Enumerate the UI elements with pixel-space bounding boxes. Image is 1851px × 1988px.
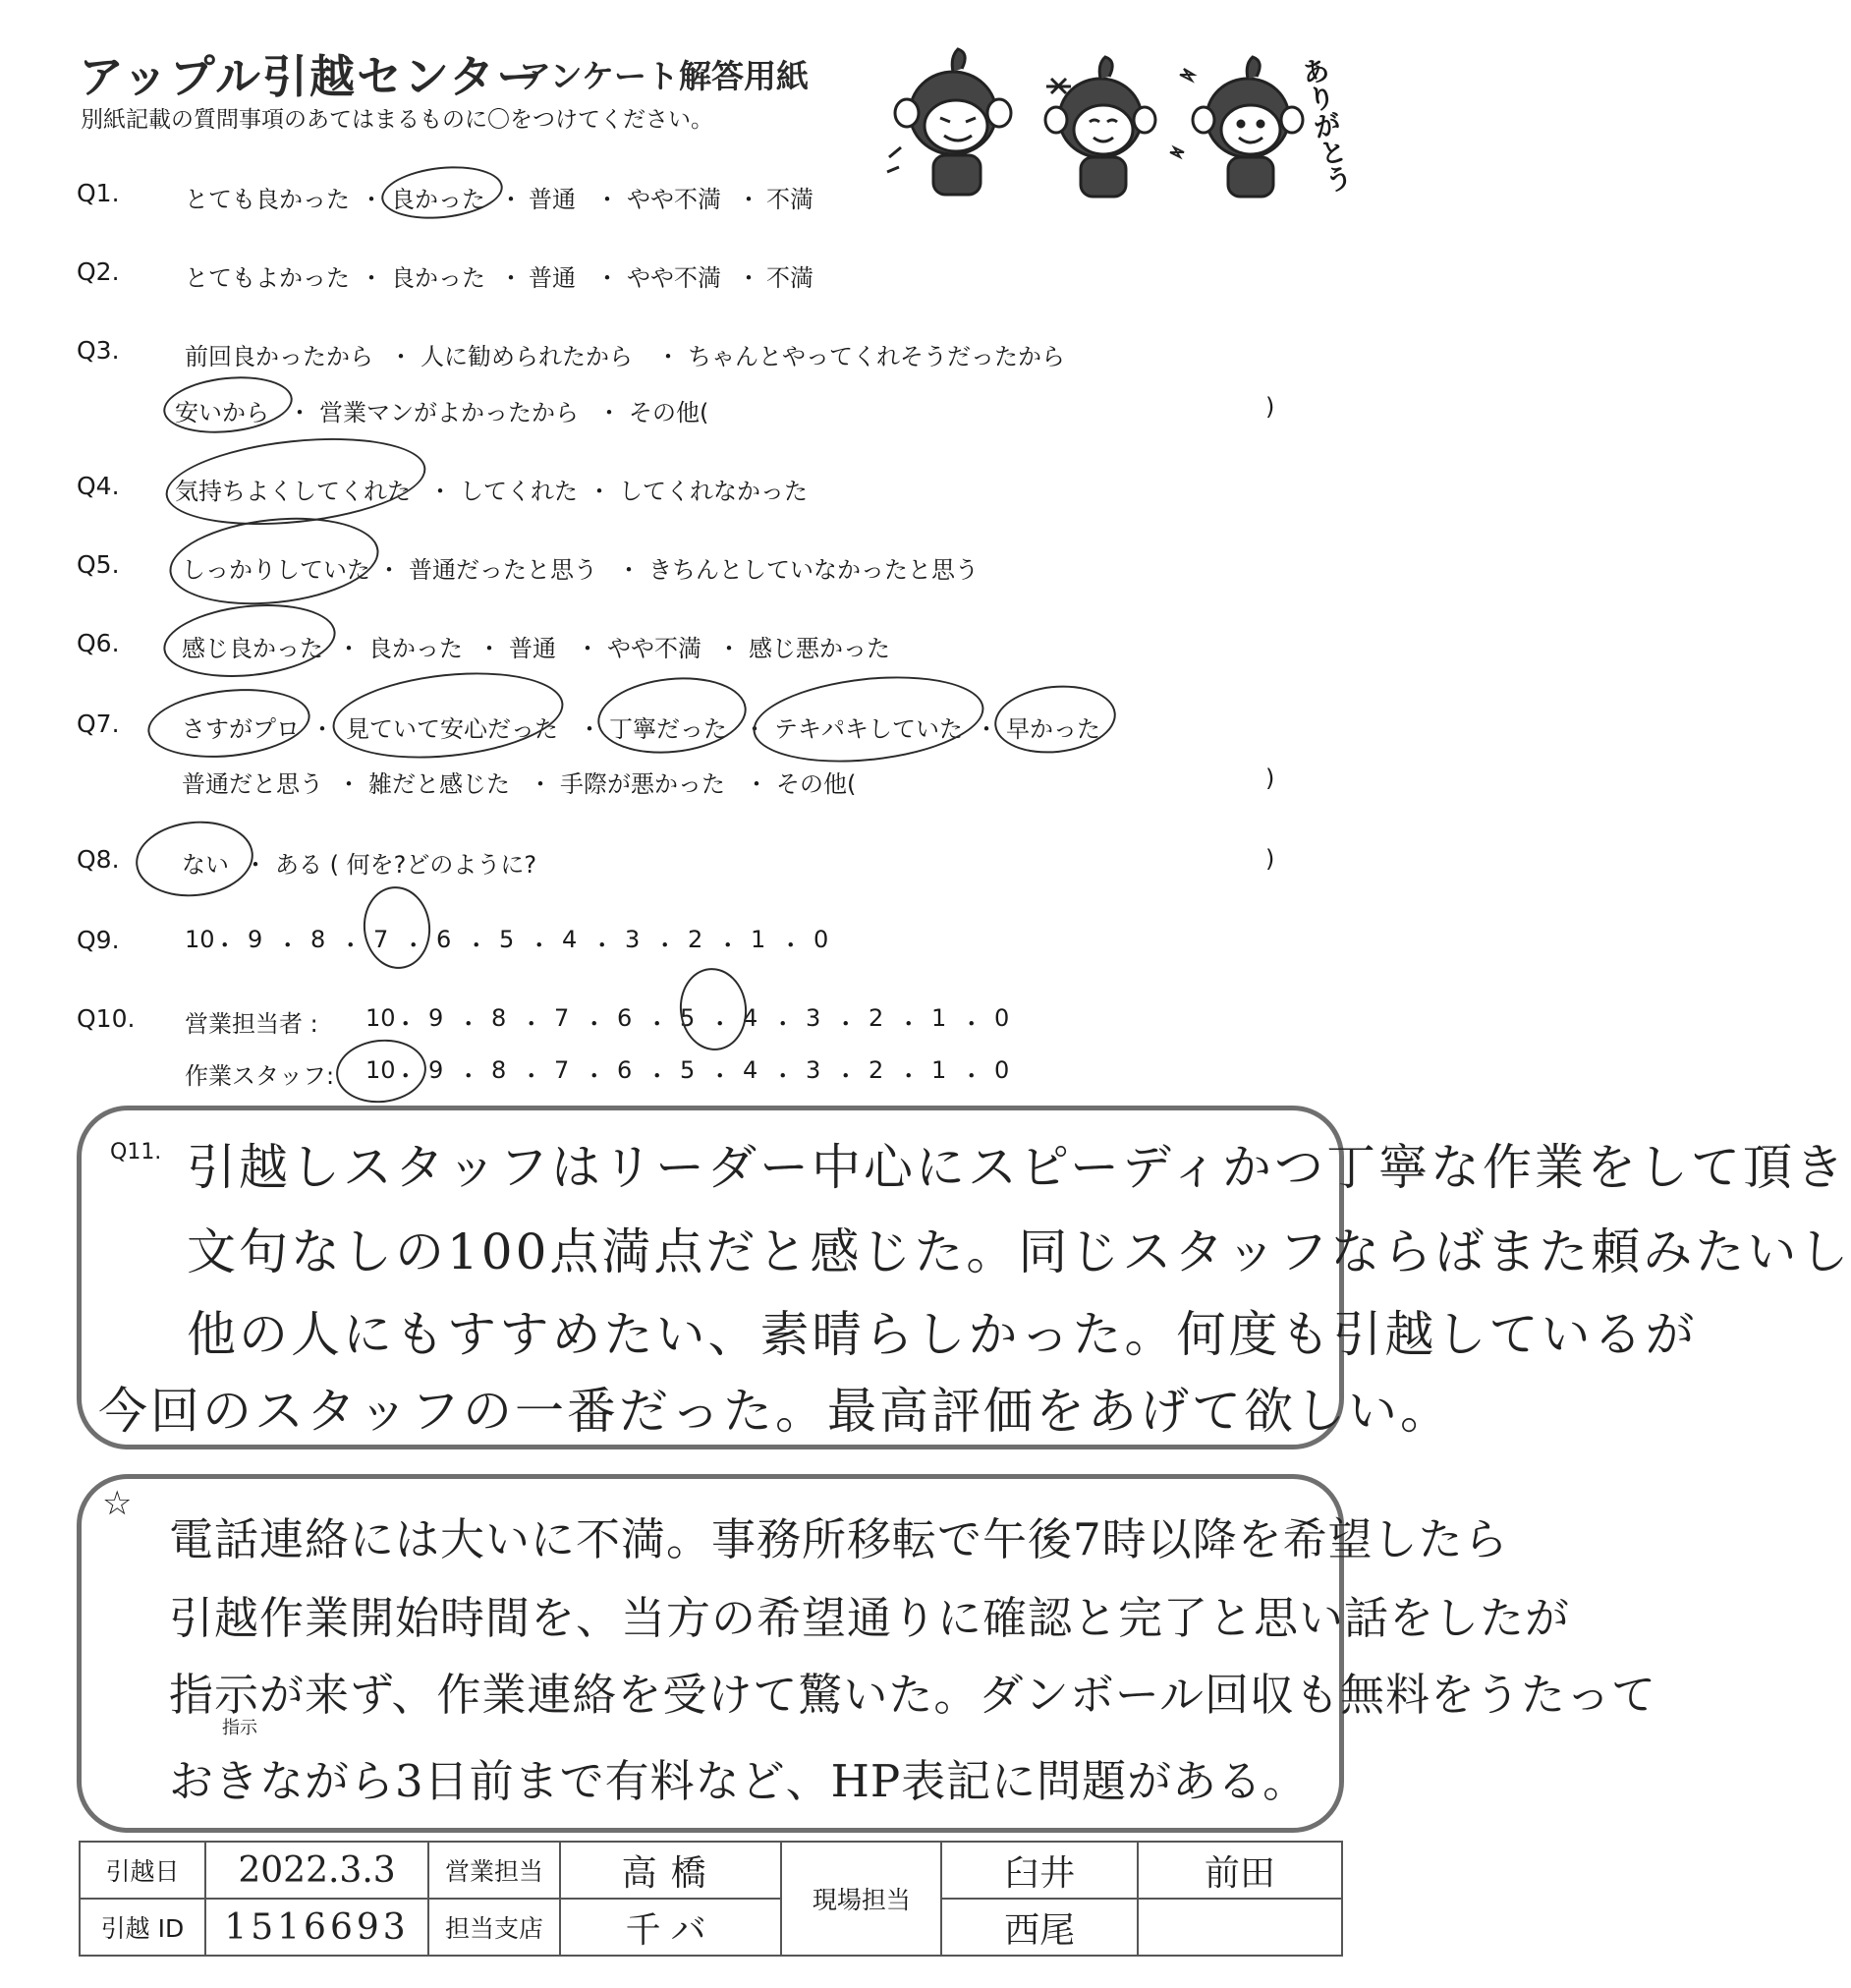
separator: ・ (770, 1010, 795, 1038)
q9-value-8[interactable]: 8 (310, 926, 326, 953)
q5-option-selected[interactable]: しっかりしていた (182, 556, 370, 584)
separator: ・ (393, 1062, 418, 1090)
q3-option[interactable]: 人に勧められたから (421, 343, 633, 370)
q2-option[interactable]: やや不満 (627, 264, 721, 292)
q9-value-9[interactable]: 9 (248, 926, 263, 953)
company-title: アップル引越センター (79, 50, 544, 103)
separator: ・ (656, 343, 680, 370)
q10-sales-label: 営業担当者 : (185, 1010, 318, 1038)
separator: ・ (896, 1010, 921, 1038)
q7-option[interactable]: 手際が悪かった (560, 770, 725, 798)
q10-staff-value-7[interactable]: 7 (554, 1056, 570, 1084)
q10-staff-value-4[interactable]: 4 (743, 1056, 758, 1084)
separator: ・ (464, 932, 488, 959)
q10-sales-value-4[interactable]: 4 (743, 1004, 758, 1032)
q2-option[interactable]: とてもよかった (185, 264, 350, 292)
separator: ・ (377, 556, 401, 584)
selection-circle (132, 816, 256, 902)
separator: ・ (529, 770, 552, 798)
q9-value-7[interactable]: 7 (373, 926, 389, 953)
separator: ・ (617, 556, 641, 584)
q9-value-2[interactable]: 2 (688, 926, 703, 953)
q10-staff-label: 作業スタッフ: (185, 1062, 335, 1090)
move-id-value: 1516693 (205, 1899, 428, 1956)
separator: ・ (428, 478, 452, 505)
q10-staff-value-3[interactable]: 3 (806, 1056, 821, 1084)
info-table (79, 1841, 1343, 1957)
sales-value: 高橋 (560, 1842, 781, 1899)
separator: ・ (338, 932, 363, 959)
branch-value: 千バ (560, 1899, 781, 1956)
q9-value-6[interactable]: 6 (436, 926, 452, 953)
q7-option-selected[interactable]: テキパキしていた (774, 715, 963, 743)
separator: ・ (645, 1062, 669, 1090)
separator: ・ (959, 1010, 983, 1038)
selection-circle (593, 670, 750, 760)
selection-circle (160, 596, 340, 685)
q3-option[interactable]: 前回良かったから (185, 343, 373, 370)
q9-value-10[interactable]: 10 (185, 926, 215, 953)
q9-value-3[interactable]: 3 (625, 926, 641, 953)
separator: ・ (244, 851, 267, 879)
q7-close-paren: ) (1265, 765, 1275, 792)
selection-circle (144, 682, 313, 766)
separator: ・ (597, 399, 621, 426)
comment-handwritten-line: 指示が来ず、作業連絡を受けて驚いた。ダンボール回収も無料をうたって (169, 1669, 1656, 1721)
q10-staff-value-9[interactable]: 9 (428, 1056, 444, 1084)
q10-staff-value-8[interactable]: 8 (491, 1056, 507, 1084)
separator: ・ (401, 932, 425, 959)
q1-option[interactable]: 普通 (529, 186, 576, 213)
q10-staff-value-10[interactable]: 10 (365, 1056, 396, 1084)
separator: ・ (778, 932, 803, 959)
separator: ・ (576, 635, 599, 662)
q5-label: Q5. (77, 550, 120, 579)
q10-sales-value-8[interactable]: 8 (491, 1004, 507, 1032)
separator: ・ (582, 1062, 606, 1090)
q10-label: Q10. (77, 1004, 136, 1033)
q7-option[interactable]: 普通だと思う (182, 770, 323, 798)
instructions: 別紙記載の質問事項のあてはまるものに〇をつけてください。 (81, 107, 713, 133)
separator: ・ (337, 770, 361, 798)
q4-option[interactable]: してくれなかった (619, 478, 808, 505)
separator: ・ (707, 1062, 732, 1090)
separator: ・ (578, 715, 601, 743)
comment-handwritten-line: おきながら3日前まで有料など、HP表記に問題がある。 (169, 1755, 1309, 1807)
q10-sales-value-2[interactable]: 2 (869, 1004, 884, 1032)
sales-label: 営業担当 (428, 1842, 560, 1899)
separator: ・ (310, 715, 334, 743)
q9-value-1[interactable]: 1 (751, 926, 766, 953)
q7-option[interactable]: 雑だと感じた (368, 770, 510, 798)
q1-label: Q1. (77, 179, 120, 207)
selection-circle (379, 161, 506, 225)
separator: ・ (595, 186, 619, 213)
q3-label: Q3. (77, 336, 120, 365)
site-value: 西尾 (941, 1899, 1137, 1956)
separator: ・ (896, 1062, 921, 1090)
move-date-value: 2022.3.3 (205, 1842, 428, 1899)
q7-option-selected[interactable]: さすがプロ (182, 715, 300, 743)
q9-label: Q9. (77, 926, 120, 954)
q10-staff-value-2[interactable]: 2 (869, 1056, 884, 1084)
separator: ・ (456, 1062, 480, 1090)
selection-circle (165, 508, 383, 614)
q10-sales-value-10[interactable]: 10 (365, 1004, 396, 1032)
comment-handwritten-line: 電話連絡には大いに不満。事務所移転で午後7時以降を希望したら (169, 1513, 1509, 1565)
q6-label: Q6. (77, 629, 120, 657)
separator: ・ (360, 186, 383, 213)
q8-close-paren: ) (1265, 845, 1275, 873)
q10-sales-value-6[interactable]: 6 (617, 1004, 633, 1032)
comment-annotation: 指示 (222, 1718, 257, 1738)
separator: ・ (975, 715, 998, 743)
q10-staff-value-6[interactable]: 6 (617, 1056, 633, 1084)
separator: ・ (337, 635, 361, 662)
separator: ・ (737, 186, 760, 213)
separator: ・ (717, 635, 741, 662)
q1-option[interactable]: 不満 (766, 186, 813, 213)
branch-label: 担当支店 (428, 1899, 560, 1956)
q8-option[interactable]: ある ( 何を?どのように? (275, 851, 537, 879)
q9-value-4[interactable]: 4 (562, 926, 578, 953)
form-subtitle: アンケート解答用紙 (519, 57, 810, 95)
q5-option[interactable]: 普通だったと思う (409, 556, 597, 584)
q1-option[interactable]: とても良かった (185, 186, 350, 213)
q8-option-selected[interactable]: ない (182, 851, 229, 879)
q10-sales-value-7[interactable]: 7 (554, 1004, 570, 1032)
q10-sales-value-3[interactable]: 3 (806, 1004, 821, 1032)
q3-option-selected[interactable]: 安いから (175, 399, 269, 426)
site-value: 臼井 (941, 1842, 1137, 1899)
q6-option[interactable]: やや不満 (607, 635, 701, 662)
separator: ・ (519, 1062, 543, 1090)
separator: ・ (477, 635, 501, 662)
q3-option-other[interactable]: その他( (629, 399, 709, 426)
selection-circle (333, 1035, 429, 1107)
separator: ・ (360, 264, 383, 292)
q1-option-selected[interactable]: 良かった (391, 186, 485, 213)
q9-value-5[interactable]: 5 (499, 926, 515, 953)
selection-circle (991, 680, 1119, 760)
separator: ・ (652, 932, 677, 959)
separator: ・ (959, 1062, 983, 1090)
site-value-empty (1138, 1899, 1342, 1956)
separator: ・ (737, 264, 760, 292)
q10-sales-value-5[interactable]: 5 (680, 1004, 696, 1032)
q8-label: Q8. (77, 845, 120, 874)
q3-option[interactable]: ちゃんとやってくれそうだったから (688, 343, 1065, 370)
q9-value-0[interactable]: 0 (813, 926, 829, 953)
q4-label: Q4. (77, 472, 120, 500)
site-value: 前田 (1138, 1842, 1342, 1899)
star-icon: ☆ (102, 1484, 133, 1523)
separator: ・ (743, 715, 766, 743)
selection-circle (676, 965, 751, 1054)
separator: ・ (715, 932, 740, 959)
separator: ・ (499, 264, 523, 292)
selection-circle (328, 662, 567, 768)
separator: ・ (707, 1010, 732, 1038)
q5-option[interactable]: きちんとしていなかったと思う (648, 556, 979, 584)
q6-option[interactable]: 感じ悪かった (749, 635, 890, 662)
separator: ・ (595, 264, 619, 292)
separator: ・ (745, 770, 768, 798)
q3-option[interactable]: 営業マンがよかったから (319, 399, 579, 426)
separator: ・ (770, 1062, 795, 1090)
q10-staff-value-1[interactable]: 1 (931, 1056, 947, 1084)
separator: ・ (275, 932, 300, 959)
q2-option[interactable]: 不満 (766, 264, 813, 292)
separator: ・ (833, 1010, 858, 1038)
move-date-label: 引越日 (80, 1842, 205, 1899)
selection-circle (749, 666, 987, 772)
separator: ・ (288, 399, 311, 426)
separator: ・ (833, 1062, 858, 1090)
separator: ・ (589, 932, 614, 959)
q4-option[interactable]: してくれた (460, 478, 578, 505)
q7-option-selected[interactable]: 早かった (1006, 715, 1100, 743)
q10-sales-value-1[interactable]: 1 (931, 1004, 947, 1032)
q10-sales-value-9[interactable]: 9 (428, 1004, 444, 1032)
separator: ・ (393, 1010, 418, 1038)
selection-circle (160, 370, 295, 438)
separator: ・ (519, 1010, 543, 1038)
separator: ・ (389, 343, 413, 370)
q7-option-other[interactable]: その他( (776, 770, 857, 798)
separator: ・ (588, 478, 611, 505)
thanks-text: ありがとう (1295, 54, 1357, 196)
move-id-label: 引越 ID (80, 1899, 205, 1956)
q1-option[interactable]: やや不満 (627, 186, 721, 213)
q2-option[interactable]: 良かった (391, 264, 485, 292)
q10-sales-value-0[interactable]: 0 (994, 1004, 1010, 1032)
q11-handwritten-line: 引越しスタッフはリーダー中心にスピーディかつ丁寧な作業をして頂き (187, 1139, 1847, 1196)
separator: ・ (582, 1010, 606, 1038)
separator: ・ (499, 186, 523, 213)
separator: ・ (456, 1010, 480, 1038)
q4-option-selected[interactable]: 気持ちよくしてくれた (175, 478, 411, 505)
separator: ・ (212, 932, 237, 959)
separator: ・ (645, 1010, 669, 1038)
q7-option-selected[interactable]: 見ていて安心だった (346, 715, 558, 743)
q7-option-selected[interactable]: 丁寧だった (609, 715, 727, 743)
q11-label: Q11. (110, 1140, 162, 1164)
q7-label: Q7. (77, 710, 120, 738)
q6-option[interactable]: 良かった (368, 635, 463, 662)
q2-label: Q2. (77, 257, 120, 286)
q6-option-selected[interactable]: 感じ良かった (182, 635, 323, 662)
comment-handwritten-line: 引越作業開始時間を、当方の希望通りに確認と完了と思い話をしたが (169, 1592, 1571, 1644)
q2-option[interactable]: 普通 (529, 264, 576, 292)
q3-close-paren: ) (1265, 393, 1275, 421)
q11-handwritten-line: 文句なしの100点満点だと感じた。同じスタッフならばまた頼みたいし (187, 1223, 1851, 1280)
site-label: 現場担当 (781, 1842, 941, 1956)
q11-handwritten-line: 今回のスタッフの一番だった。最高評価をあげて欲しい。 (98, 1383, 1452, 1440)
q11-handwritten-line: 他の人にもすすめたい、素晴らしかった。何度も引越しているが (187, 1306, 1698, 1363)
q10-staff-value-0[interactable]: 0 (994, 1056, 1010, 1084)
separator: ・ (527, 932, 551, 959)
mascot-illustration (879, 39, 1346, 216)
q6-option[interactable]: 普通 (509, 635, 556, 662)
q10-staff-value-5[interactable]: 5 (680, 1056, 696, 1084)
